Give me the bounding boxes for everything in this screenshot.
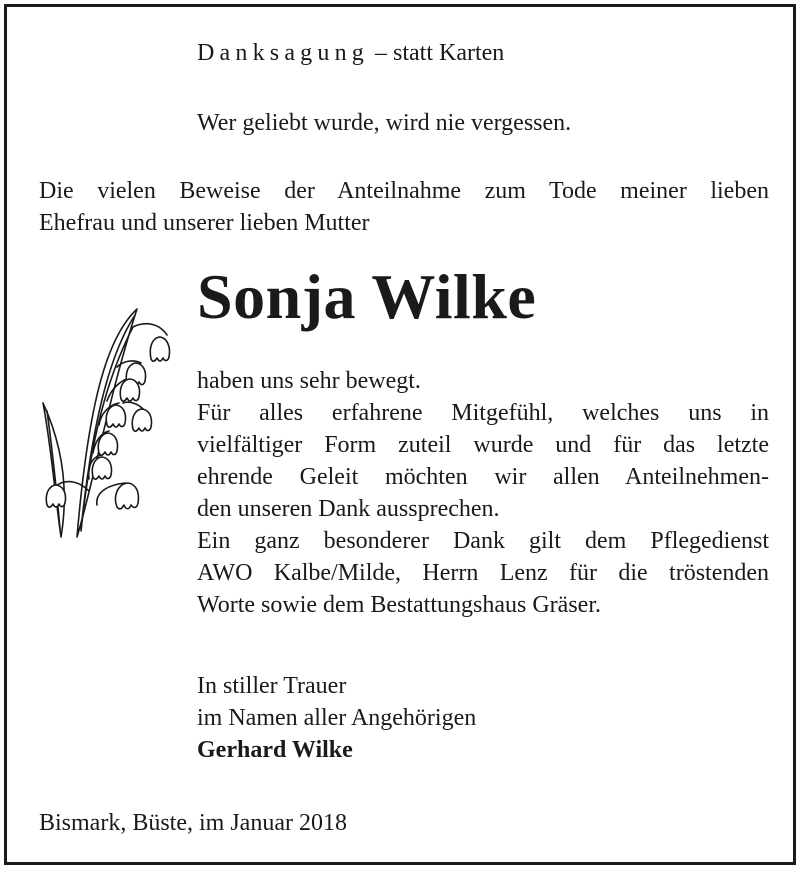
motto-text: Wer geliebt wurde, wird nie vergessen. — [197, 110, 572, 136]
intro-line-1: Die vielen Beweise der Anteilnahme zum Tode meiner lieben — [39, 178, 769, 204]
body-paragraph — [197, 365, 769, 621]
body-line: den unseren Dank aussprechen. — [197, 496, 500, 522]
lily-of-the-valley-icon — [37, 305, 185, 541]
intro-line-2: Ehefrau und unserer lieben Mutter — [39, 210, 370, 236]
statt-karten-text: – statt Karten — [374, 40, 505, 66]
signature-block — [197, 670, 476, 766]
signature-name: Gerhard Wilke — [197, 737, 353, 763]
body-line: Ein ganz besonderer Dank gilt dem Pflegedienst — [197, 528, 769, 554]
body-line: vielfältiger Form zuteil wurde und für das letzte — [197, 432, 769, 458]
body-line: Für alles erfahrene Mitgefühl, welches uns in — [197, 400, 769, 426]
signature-line-1: In stiller Trauer — [197, 673, 347, 699]
header-line — [197, 37, 504, 69]
signature-line-2: im Namen aller Angehörigen — [197, 705, 477, 731]
body-line: ehrende Geleit möchten wir allen Anteilnehmen- — [197, 464, 769, 490]
body-line: Worte sowie dem Bestattungshaus Gräser. — [197, 592, 601, 618]
intro-paragraph — [39, 175, 769, 239]
body-line: AWO Kalbe/Milde, Herrn Lenz für die tröstenden — [197, 560, 769, 586]
danksagung-heading: Danksagung — [197, 40, 369, 66]
body-line: haben uns sehr bewegt. — [197, 368, 421, 394]
place-date: Bismark, Büste, im Januar 2018 — [39, 810, 347, 836]
notice-frame — [4, 4, 796, 865]
deceased-name: Sonja Wilke — [197, 261, 537, 332]
